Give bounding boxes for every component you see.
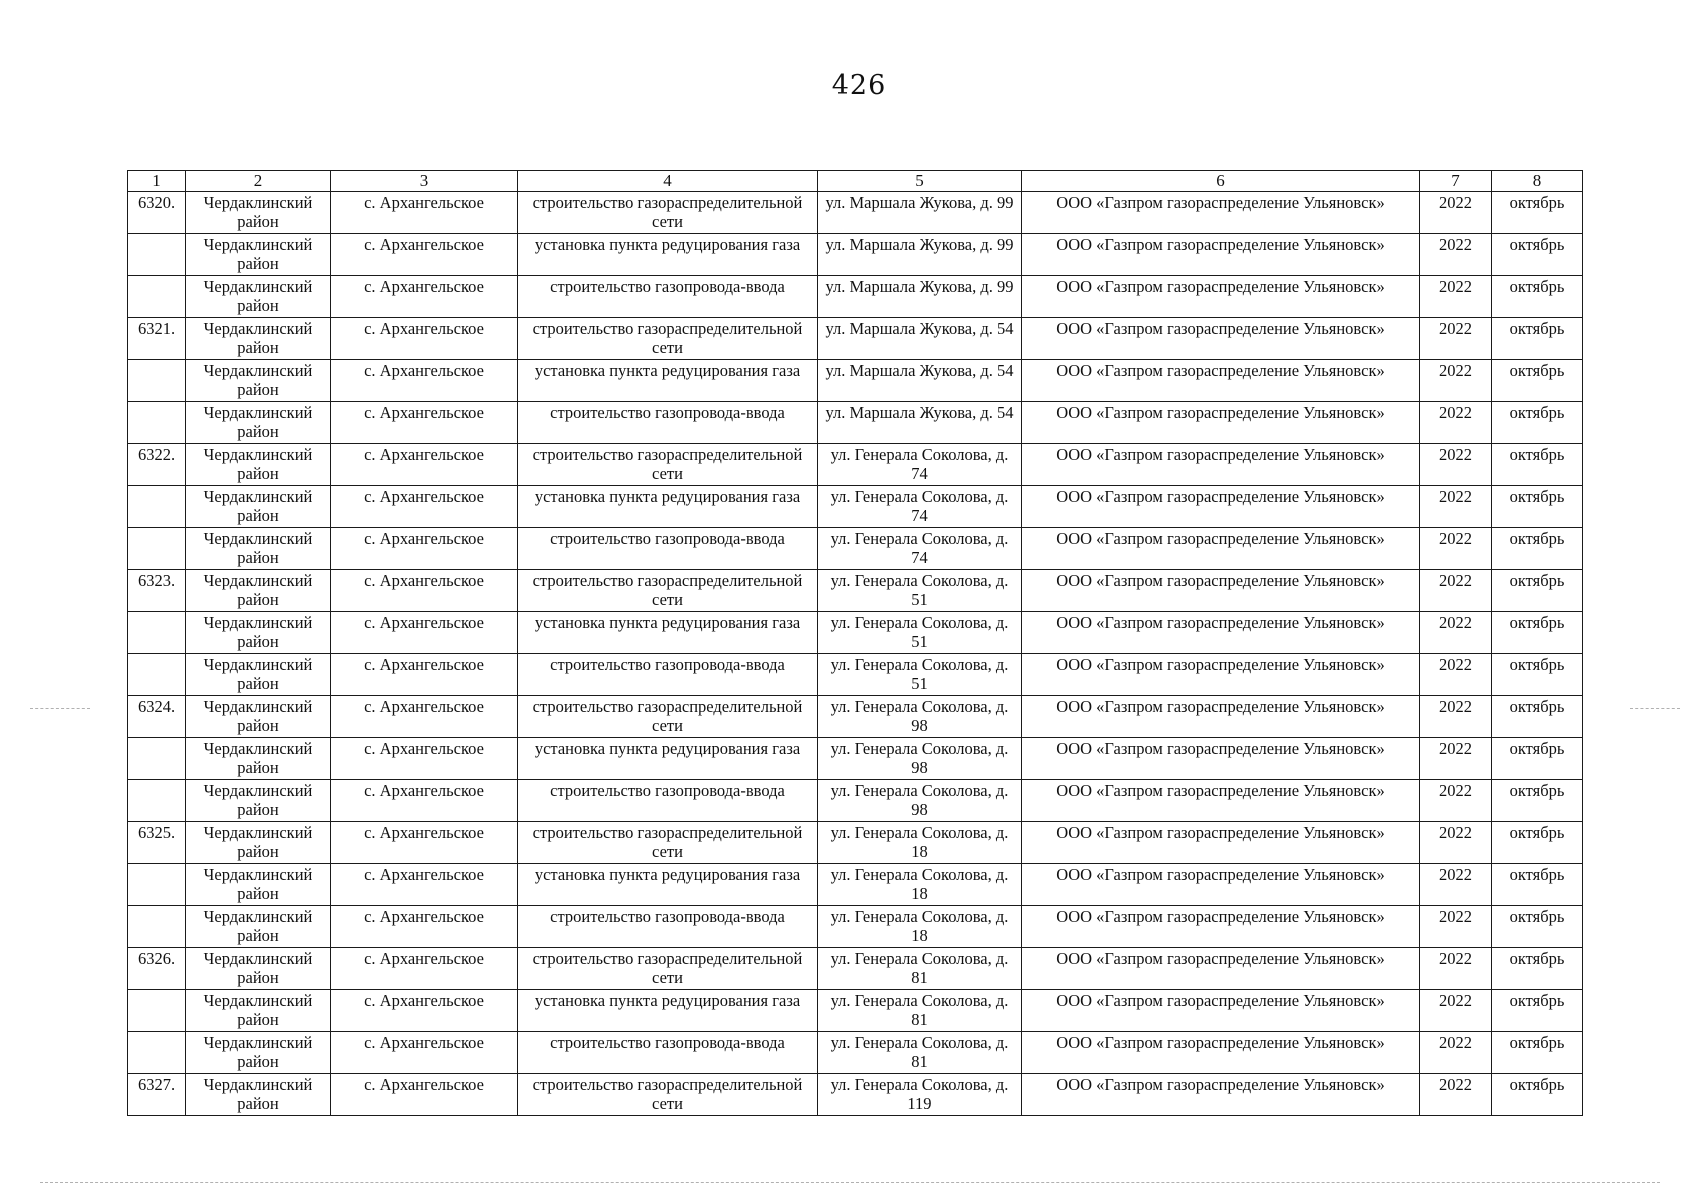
- month-cell: октябрь: [1492, 570, 1583, 612]
- address-cell: ул. Маршала Жукова, д. 99: [818, 192, 1022, 234]
- column-header: 5: [818, 171, 1022, 192]
- work-type-cell: строительство газопровода-ввода: [518, 654, 818, 696]
- year-cell: 2022: [1420, 654, 1492, 696]
- settlement-cell: с. Архангельское: [331, 906, 518, 948]
- organization-cell: ООО «Газпром газораспределение Ульяновск»: [1022, 402, 1420, 444]
- year-cell: 2022: [1420, 360, 1492, 402]
- organization-cell: ООО «Газпром газораспределение Ульяновск»: [1022, 486, 1420, 528]
- table-row: [128, 318, 1583, 360]
- settlement-cell: с. Архангельское: [331, 654, 518, 696]
- district-cell: Чердаклинский район: [186, 696, 331, 738]
- work-type-cell: строительство газораспределительной сети: [518, 1074, 818, 1116]
- entry-number: [128, 528, 186, 570]
- scan-artifact: [30, 708, 90, 709]
- district-cell: Чердаклинский район: [186, 486, 331, 528]
- column-header: 4: [518, 171, 818, 192]
- month-cell: октябрь: [1492, 654, 1583, 696]
- district-cell: Чердаклинский район: [186, 234, 331, 276]
- work-type-cell: установка пункта редуцирования газа: [518, 738, 818, 780]
- settlement-cell: с. Архангельское: [331, 696, 518, 738]
- year-cell: 2022: [1420, 1074, 1492, 1116]
- column-header: 3: [331, 171, 518, 192]
- year-cell: 2022: [1420, 948, 1492, 990]
- table-row: [128, 864, 1583, 906]
- month-cell: октябрь: [1492, 864, 1583, 906]
- organization-cell: ООО «Газпром газораспределение Ульяновск»: [1022, 864, 1420, 906]
- table-row: [128, 1032, 1583, 1074]
- entry-number: 6320.: [128, 192, 186, 234]
- entry-number: [128, 780, 186, 822]
- address-cell: ул. Генерала Соколова, д. 51: [818, 612, 1022, 654]
- year-cell: 2022: [1420, 864, 1492, 906]
- work-type-cell: установка пункта редуцирования газа: [518, 486, 818, 528]
- district-cell: Чердаклинский район: [186, 654, 331, 696]
- district-cell: Чердаклинский район: [186, 1032, 331, 1074]
- address-cell: ул. Генерала Соколова, д. 74: [818, 486, 1022, 528]
- settlement-cell: с. Архангельское: [331, 780, 518, 822]
- organization-cell: ООО «Газпром газораспределение Ульяновск»: [1022, 528, 1420, 570]
- work-type-cell: установка пункта редуцирования газа: [518, 234, 818, 276]
- organization-cell: ООО «Газпром газораспределение Ульяновск»: [1022, 570, 1420, 612]
- year-cell: 2022: [1420, 1032, 1492, 1074]
- district-cell: Чердаклинский район: [186, 192, 331, 234]
- entry-number: [128, 654, 186, 696]
- address-cell: ул. Генерала Соколова, д. 51: [818, 570, 1022, 612]
- settlement-cell: с. Архангельское: [331, 402, 518, 444]
- work-type-cell: строительство газораспределительной сети: [518, 318, 818, 360]
- entry-number: 6325.: [128, 822, 186, 864]
- district-cell: Чердаклинский район: [186, 276, 331, 318]
- table-row: [128, 696, 1583, 738]
- settlement-cell: с. Архангельское: [331, 822, 518, 864]
- settlement-cell: с. Архангельское: [331, 486, 518, 528]
- year-cell: 2022: [1420, 738, 1492, 780]
- settlement-cell: с. Архангельское: [331, 864, 518, 906]
- district-cell: Чердаклинский район: [186, 738, 331, 780]
- year-cell: 2022: [1420, 822, 1492, 864]
- settlement-cell: с. Архангельское: [331, 990, 518, 1032]
- table-row: [128, 402, 1583, 444]
- work-type-cell: строительство газопровода-ввода: [518, 780, 818, 822]
- work-type-cell: строительство газораспределительной сети: [518, 570, 818, 612]
- scan-artifact: [1630, 708, 1680, 709]
- table-row: [128, 612, 1583, 654]
- address-cell: ул. Генерала Соколова, д. 81: [818, 990, 1022, 1032]
- month-cell: октябрь: [1492, 738, 1583, 780]
- table-row: [128, 948, 1583, 990]
- address-cell: ул. Генерала Соколова, д. 18: [818, 864, 1022, 906]
- table-row: [128, 192, 1583, 234]
- settlement-cell: с. Архангельское: [331, 318, 518, 360]
- month-cell: октябрь: [1492, 948, 1583, 990]
- year-cell: 2022: [1420, 528, 1492, 570]
- organization-cell: ООО «Газпром газораспределение Ульяновск»: [1022, 192, 1420, 234]
- settlement-cell: с. Архангельское: [331, 360, 518, 402]
- organization-cell: ООО «Газпром газораспределение Ульяновск»: [1022, 822, 1420, 864]
- work-type-cell: строительство газопровода-ввода: [518, 1032, 818, 1074]
- organization-cell: ООО «Газпром газораспределение Ульяновск»: [1022, 234, 1420, 276]
- entry-number: [128, 360, 186, 402]
- entry-number: [128, 1032, 186, 1074]
- address-cell: ул. Генерала Соколова, д. 74: [818, 444, 1022, 486]
- month-cell: октябрь: [1492, 822, 1583, 864]
- register-table: [127, 170, 1583, 1116]
- month-cell: октябрь: [1492, 192, 1583, 234]
- entry-number: [128, 402, 186, 444]
- table-row: [128, 990, 1583, 1032]
- organization-cell: ООО «Газпром газораспределение Ульяновск»: [1022, 1074, 1420, 1116]
- work-type-cell: строительство газораспределительной сети: [518, 696, 818, 738]
- district-cell: Чердаклинский район: [186, 570, 331, 612]
- month-cell: октябрь: [1492, 234, 1583, 276]
- settlement-cell: с. Архангельское: [331, 612, 518, 654]
- settlement-cell: с. Архангельское: [331, 234, 518, 276]
- column-header: 1: [128, 171, 186, 192]
- table-row: [128, 654, 1583, 696]
- month-cell: октябрь: [1492, 1074, 1583, 1116]
- district-cell: Чердаклинский район: [186, 822, 331, 864]
- work-type-cell: строительство газопровода-ввода: [518, 402, 818, 444]
- address-cell: ул. Генерала Соколова, д. 18: [818, 822, 1022, 864]
- table-row: [128, 360, 1583, 402]
- work-type-cell: установка пункта редуцирования газа: [518, 612, 818, 654]
- month-cell: октябрь: [1492, 486, 1583, 528]
- organization-cell: ООО «Газпром газораспределение Ульяновск»: [1022, 360, 1420, 402]
- table-row: [128, 528, 1583, 570]
- district-cell: Чердаклинский район: [186, 948, 331, 990]
- organization-cell: ООО «Газпром газораспределение Ульяновск»: [1022, 654, 1420, 696]
- year-cell: 2022: [1420, 234, 1492, 276]
- settlement-cell: с. Архангельское: [331, 192, 518, 234]
- entry-number: [128, 276, 186, 318]
- table-row: [128, 738, 1583, 780]
- address-cell: ул. Генерала Соколова, д. 81: [818, 948, 1022, 990]
- column-header: 6: [1022, 171, 1420, 192]
- month-cell: октябрь: [1492, 780, 1583, 822]
- month-cell: октябрь: [1492, 612, 1583, 654]
- year-cell: 2022: [1420, 990, 1492, 1032]
- work-type-cell: установка пункта редуцирования газа: [518, 990, 818, 1032]
- month-cell: октябрь: [1492, 528, 1583, 570]
- organization-cell: ООО «Газпром газораспределение Ульяновск»: [1022, 738, 1420, 780]
- year-cell: 2022: [1420, 318, 1492, 360]
- organization-cell: ООО «Газпром газораспределение Ульяновск»: [1022, 948, 1420, 990]
- work-type-cell: строительство газопровода-ввода: [518, 906, 818, 948]
- year-cell: 2022: [1420, 402, 1492, 444]
- address-cell: ул. Маршала Жукова, д. 54: [818, 318, 1022, 360]
- column-header: 8: [1492, 171, 1583, 192]
- month-cell: октябрь: [1492, 360, 1583, 402]
- district-cell: Чердаклинский район: [186, 360, 331, 402]
- year-cell: 2022: [1420, 780, 1492, 822]
- entry-number: [128, 612, 186, 654]
- district-cell: Чердаклинский район: [186, 780, 331, 822]
- year-cell: 2022: [1420, 906, 1492, 948]
- year-cell: 2022: [1420, 570, 1492, 612]
- table-row: [128, 1074, 1583, 1116]
- address-cell: ул. Генерала Соколова, д. 98: [818, 738, 1022, 780]
- district-cell: Чердаклинский район: [186, 990, 331, 1032]
- organization-cell: ООО «Газпром газораспределение Ульяновск»: [1022, 1032, 1420, 1074]
- address-cell: ул. Генерала Соколова, д. 51: [818, 654, 1022, 696]
- work-type-cell: строительство газораспределительной сети: [518, 444, 818, 486]
- district-cell: Чердаклинский район: [186, 612, 331, 654]
- settlement-cell: с. Архангельское: [331, 948, 518, 990]
- table-row: [128, 486, 1583, 528]
- work-type-cell: установка пункта редуцирования газа: [518, 360, 818, 402]
- scan-artifact: [40, 1182, 1660, 1183]
- year-cell: 2022: [1420, 276, 1492, 318]
- table-row: [128, 570, 1583, 612]
- organization-cell: ООО «Газпром газораспределение Ульяновск»: [1022, 906, 1420, 948]
- month-cell: октябрь: [1492, 318, 1583, 360]
- month-cell: октябрь: [1492, 696, 1583, 738]
- month-cell: октябрь: [1492, 402, 1583, 444]
- column-number-row: [128, 171, 1583, 192]
- organization-cell: ООО «Газпром газораспределение Ульяновск»: [1022, 276, 1420, 318]
- settlement-cell: с. Архангельское: [331, 738, 518, 780]
- settlement-cell: с. Архангельское: [331, 570, 518, 612]
- month-cell: октябрь: [1492, 276, 1583, 318]
- district-cell: Чердаклинский район: [186, 864, 331, 906]
- entry-number: [128, 738, 186, 780]
- work-type-cell: строительство газораспределительной сети: [518, 948, 818, 990]
- address-cell: ул. Генерала Соколова, д. 18: [818, 906, 1022, 948]
- settlement-cell: с. Архангельское: [331, 1032, 518, 1074]
- month-cell: октябрь: [1492, 990, 1583, 1032]
- table-row: [128, 822, 1583, 864]
- table-row: [128, 234, 1583, 276]
- district-cell: Чердаклинский район: [186, 906, 331, 948]
- address-cell: ул. Маршала Жукова, д. 99: [818, 234, 1022, 276]
- organization-cell: ООО «Газпром газораспределение Ульяновск»: [1022, 612, 1420, 654]
- organization-cell: ООО «Газпром газораспределение Ульяновск»: [1022, 990, 1420, 1032]
- year-cell: 2022: [1420, 192, 1492, 234]
- entry-number: 6322.: [128, 444, 186, 486]
- month-cell: октябрь: [1492, 444, 1583, 486]
- settlement-cell: с. Архангельское: [331, 276, 518, 318]
- organization-cell: ООО «Газпром газораспределение Ульяновск»: [1022, 444, 1420, 486]
- address-cell: ул. Генерала Соколова, д. 81: [818, 1032, 1022, 1074]
- settlement-cell: с. Архангельское: [331, 444, 518, 486]
- entry-number: 6327.: [128, 1074, 186, 1116]
- entry-number: 6324.: [128, 696, 186, 738]
- column-header: 7: [1420, 171, 1492, 192]
- address-cell: ул. Маршала Жукова, д. 54: [818, 402, 1022, 444]
- address-cell: ул. Маршала Жукова, д. 99: [818, 276, 1022, 318]
- year-cell: 2022: [1420, 486, 1492, 528]
- address-cell: ул. Генерала Соколова, д. 74: [818, 528, 1022, 570]
- year-cell: 2022: [1420, 444, 1492, 486]
- table-row: [128, 780, 1583, 822]
- district-cell: Чердаклинский район: [186, 402, 331, 444]
- district-cell: Чердаклинский район: [186, 1074, 331, 1116]
- month-cell: октябрь: [1492, 906, 1583, 948]
- table-row: [128, 276, 1583, 318]
- entry-number: [128, 990, 186, 1032]
- settlement-cell: с. Архангельское: [331, 1074, 518, 1116]
- work-type-cell: строительство газораспределительной сети: [518, 822, 818, 864]
- address-cell: ул. Генерала Соколова, д. 119: [818, 1074, 1022, 1116]
- entry-number: 6321.: [128, 318, 186, 360]
- settlement-cell: с. Архангельское: [331, 528, 518, 570]
- entry-number: [128, 906, 186, 948]
- work-type-cell: строительство газораспределительной сети: [518, 192, 818, 234]
- entry-number: [128, 486, 186, 528]
- address-cell: ул. Генерала Соколова, д. 98: [818, 696, 1022, 738]
- address-cell: ул. Генерала Соколова, д. 98: [818, 780, 1022, 822]
- year-cell: 2022: [1420, 612, 1492, 654]
- year-cell: 2022: [1420, 696, 1492, 738]
- address-cell: ул. Маршала Жукова, д. 54: [818, 360, 1022, 402]
- table-row: [128, 906, 1583, 948]
- column-header: 2: [186, 171, 331, 192]
- work-type-cell: установка пункта редуцирования газа: [518, 864, 818, 906]
- table-row: [128, 444, 1583, 486]
- entry-number: 6323.: [128, 570, 186, 612]
- organization-cell: ООО «Газпром газораспределение Ульяновск»: [1022, 318, 1420, 360]
- entry-number: [128, 864, 186, 906]
- entry-number: 6326.: [128, 948, 186, 990]
- entry-number: [128, 234, 186, 276]
- work-type-cell: строительство газопровода-ввода: [518, 276, 818, 318]
- month-cell: октябрь: [1492, 1032, 1583, 1074]
- page-number: 426: [831, 70, 887, 101]
- district-cell: Чердаклинский район: [186, 318, 331, 360]
- district-cell: Чердаклинский район: [186, 528, 331, 570]
- work-type-cell: строительство газопровода-ввода: [518, 528, 818, 570]
- district-cell: Чердаклинский район: [186, 444, 331, 486]
- organization-cell: ООО «Газпром газораспределение Ульяновск»: [1022, 780, 1420, 822]
- organization-cell: ООО «Газпром газораспределение Ульяновск»: [1022, 696, 1420, 738]
